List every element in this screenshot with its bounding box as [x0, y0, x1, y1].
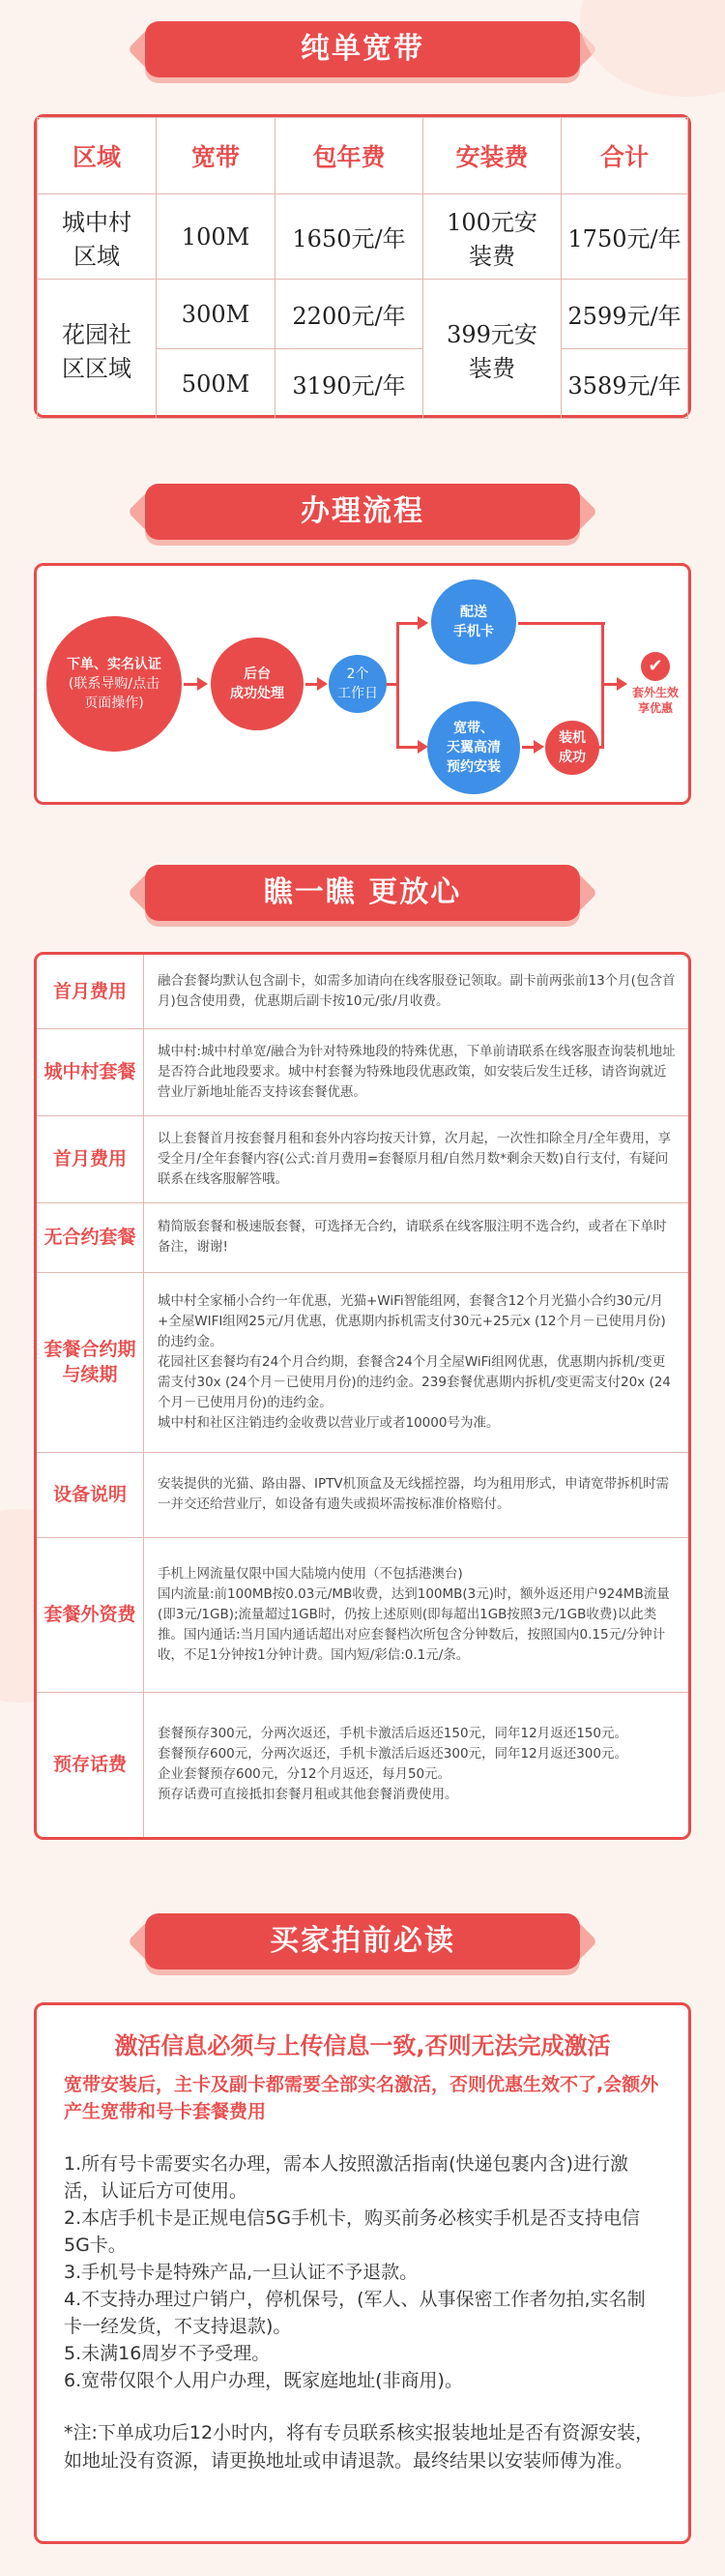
activation-headline: 激活信息必须与上传信息一致,否则无法完成激活: [114, 2032, 611, 2059]
step-order-label: 下单、实名认证: [67, 657, 161, 672]
broadband-price-table-card: [34, 114, 691, 418]
cell-area: 城中村区域: [38, 194, 157, 280]
section-title-details: 瞧一瞧 更放心: [145, 865, 580, 921]
row-text: 精简版套餐和极速版套餐，可选择无合约，请联系在线客服注明不选合约，或者在下单时备注，谢谢!: [158, 1219, 667, 1255]
section-title-process: 办理流程: [145, 484, 580, 540]
section-title-must-read: 买家拍前必读: [145, 1913, 580, 1969]
row-label: 套餐合约期与续期: [37, 1272, 144, 1452]
notice-list: [64, 2150, 661, 2394]
row-label: 首月费用: [37, 1115, 144, 1202]
details-table-card: [34, 952, 691, 1840]
step-ship-circle: [431, 579, 516, 665]
cell-annual: 1650元/年: [276, 194, 423, 280]
step-workdays-label: 工作日: [337, 686, 378, 701]
step-backend-label: 成功处理: [230, 686, 284, 701]
row-text: 融合套餐均默认包含副卡，如需多加请向在线客服登记领取。副卡前两张前13个月(包含首月)包含使用费，优惠期后副卡按10元/张/月收费。: [158, 973, 676, 1009]
table-row: [37, 1537, 688, 1693]
cell-area: 花园社区区域: [38, 280, 157, 419]
must-read-card: [34, 2002, 691, 2544]
step-order-sub: (联系导购/点击: [68, 676, 160, 692]
arrow-head: [617, 677, 627, 691]
branch-line: [396, 622, 420, 625]
header-area: 区域: [38, 118, 157, 194]
cell-total: 2599元/年: [562, 280, 688, 349]
row-text: 以上套餐首月按套餐月租和套外内容均按天计算，次月起，一次性扣除全月/全年费用，享受全月/全年套餐内容(公式:首月费用=套餐原月租/自然月数*剩余天数)自行支付，有疑问联系在线客服解答哦。: [158, 1130, 672, 1187]
table-row: [37, 1115, 688, 1203]
step-install-done-label: 成功: [559, 750, 586, 765]
step-workdays-circle: [329, 655, 387, 713]
header-bandwidth: 宽带: [157, 118, 276, 194]
cell-bandwidth: 500M: [157, 349, 276, 419]
step-install-done-label: 装机: [559, 730, 586, 746]
cell-annual: 3190元/年: [276, 349, 423, 419]
row-label: 无合约套餐: [37, 1202, 144, 1272]
step-effective-label: 享优惠: [637, 701, 673, 715]
cell-annual: 2200元/年: [276, 280, 423, 349]
header-install: 安装费: [423, 118, 562, 194]
process-flow-card: [34, 563, 691, 805]
row-text: 手机上网流量仅限中国大陆境内使用（不包括港澳台) 国内流量:前100MB按0.03元/MB收费，达到100MB(3元)时，额外返还用户924MB流量(即3元/1GB);流量超过1GB时，仍按上述原则(即每超出1GB按照3元/1GB收费)以此类推。国内通话:当月国内通话超出对应套餐档次所包含分钟数后，按照国内0.15元/分钟计收，不足1分钟按1分钟计费。国内短/彩信:0.1元/条。: [158, 1565, 670, 1663]
activation-warning: 宽带安装后，主卡及副卡都需要全部实名激活，否则优惠生效不了,会额外产生宽带和号卡套餐费用: [64, 2074, 659, 2122]
row-label: 设备说明: [37, 1452, 144, 1537]
step-install-done-circle: [545, 721, 599, 775]
row-text: 安装提供的光猫、路由器、IPTV机顶盒及无线摇控器，均为租用形式，申请宽带拆机时需一并交还给营业厅，如设备有遗失或损坏需按标准价格赔付。: [158, 1476, 670, 1512]
step-order-circle: [46, 616, 182, 752]
step-ship-label: 手机卡: [453, 624, 494, 639]
step-effective-circle: [628, 647, 682, 721]
list-item: 6.宽带仅限个人用户办理，既家庭地址(非商用)。: [64, 2370, 463, 2391]
step-backend-circle: [211, 637, 304, 730]
step-effective-label: 套外生效: [631, 686, 679, 699]
row-label: 预存话费: [37, 1692, 144, 1837]
step-backend-label: 后台: [244, 666, 271, 682]
step-ship-label: 配送: [460, 605, 487, 620]
table-row: [37, 1028, 688, 1116]
section-title-broadband: 纯单宽带: [145, 21, 580, 77]
broadband-price-table: [37, 117, 688, 419]
row-label: 套餐外资费: [37, 1537, 144, 1692]
checkmark-icon: ✔: [641, 652, 670, 681]
cell-bandwidth: 100M: [157, 194, 276, 280]
table-row: [37, 1272, 688, 1453]
table-row: [37, 1202, 688, 1273]
table-row: [38, 280, 688, 349]
branch-line: [396, 622, 399, 748]
arrow-head: [534, 740, 544, 754]
cell-bandwidth: 300M: [157, 280, 276, 349]
step-broadband-label: 天翼高清: [447, 740, 501, 755]
join-line: [518, 622, 605, 625]
step-workdays-label: 2个: [346, 666, 369, 682]
arrow-head: [418, 616, 428, 630]
step-broadband-label: 预约安装: [447, 759, 501, 775]
header-total: 合计: [562, 118, 688, 194]
arrow-head: [317, 677, 328, 691]
list-item: 3.手机号卡是特殊产品,一旦认证不予退款。: [64, 2262, 419, 2283]
table-row: [38, 194, 688, 280]
table-row: [37, 1452, 688, 1538]
branch-line: [396, 746, 420, 749]
row-label: 首月费用: [37, 955, 144, 1028]
cell-total: 1750元/年: [562, 194, 688, 280]
arrow-head: [197, 677, 208, 691]
row-text: 城中村全家桶小合约一年优惠，光猫+WiFi智能组网，套餐含12个月光猫小合约30元/月+全屋WIFI组网25元/月优惠，优惠期内拆机需支付30元+25元x (12个月－已使用月份)的违约金。 花园社区套餐均有24个月合约期，套餐含24个月全屋WiFi组网优惠，优惠期内拆机/变更需支付30x (24个月－已使用月份)的违约金。239套餐优惠期内拆机/变更需支付20x (24个月－已使用月份)的违约金。 城中村和社区注销违约金收费以营业厅或者10000号为准。: [158, 1292, 671, 1431]
background-decoration: [580, 0, 725, 97]
row-text: 城中村:城中村单宽/融合为针对特殊地段的特殊优惠，下单前请联系在线客服查询装机地址是否符合此地段要求。城中村套餐为特殊地段优惠政策，如安装后发生迁移，请咨询就近营业厅新地址能否支持该套餐优惠。: [158, 1043, 676, 1100]
table-row: [37, 955, 688, 1029]
row-text: 套餐预存300元，分两次返还，手机卡激活后返还150元，同年12月返还150元。 套餐预存600元，分两次返还，手机卡激活后返还300元，同年12月返还300元。 企业套餐预存600元，分12个月返还，每月50元。 预存话费可直接抵扣套餐月租或其他套餐消费使用。: [158, 1726, 627, 1802]
cell-install: 399元安装费: [423, 280, 562, 419]
list-item: 2.本店手机卡是正规电信5G手机卡，购买前务必核实手机是否支持电信5G卡。: [64, 2207, 640, 2256]
table-row: [37, 1692, 688, 1837]
step-broadband-circle: [427, 701, 520, 794]
step-order-sub: 页面操作): [84, 696, 144, 711]
step-broadband-label: 宽带、: [453, 721, 494, 736]
list-item: 1.所有号卡需要实名办理，需本人按照激活指南(快递包裹内含)进行激活，认证后方可使用。: [64, 2153, 628, 2202]
row-label: 城中村套餐: [37, 1028, 144, 1115]
list-item: 4.不支持办理过户销户，停机保号，(军人、从事保密工作者勿拍,实名制卡一经发货，不支持退款)。: [64, 2289, 646, 2337]
footnote: *注:下单成功后12小时内，将有专员联系核实报装地址是否有资源安装，如地址没有资源，请更换地址或申请退款。最终结果以安装师傅为准。: [64, 2422, 654, 2472]
cell-install: 100元安装费: [423, 194, 562, 280]
list-item: 5.未满16周岁不予受理。: [64, 2343, 271, 2364]
join-line: [599, 746, 604, 749]
header-annual: 包年费: [276, 118, 423, 194]
cell-total: 3589元/年: [562, 349, 688, 419]
